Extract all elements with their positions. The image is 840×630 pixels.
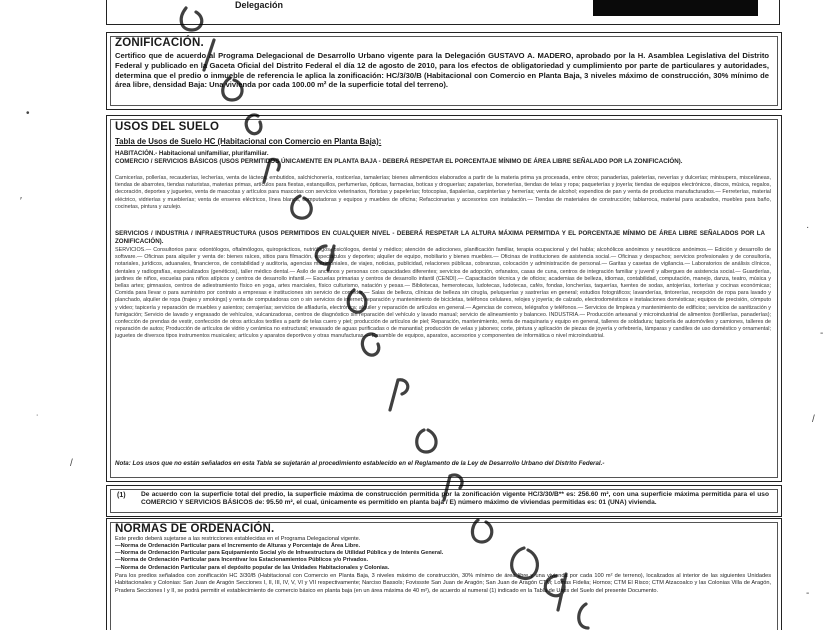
normas-section (106, 518, 782, 630)
speck-mark: • (26, 108, 30, 119)
speck-mark: / (812, 414, 815, 425)
usos-nota: Nota: Los usos que no están señalados en esta Tabla se sujetarán al procedimiento establecido en el Reglamento de la Ley de Desarrollo Urbano del Distrito Federal.- (115, 460, 605, 467)
normas-detail: Para los predios señalados con zonificación HC 3/30/B (Habitacional con Comercio en Planta Baja, 3 niveles máximo de construcción, 30% mínimo de área libre y una vivienda por cada 100 m² de terreno), localizados al interior de las siguientes Unidades Habitacionales y Colonias: San Juan de Aragón Secciones I, II, III, IV, V, VI y VII respectivamente; Narciso Bassols; Fovissste San Juan de Aragón; San Juan de Aragón CTM; Lomas Fidelia; Hornos; CTM El Risco; CTM Atzacoalco y las Colonias Villa de Aragón, Pradera Secciones I y II, se podrá permitir el establecimiento de comercio básico en planta baja (en un área máxima de 40 m²), de acuerdo al numeral (1) indicado en la Tabla de Usos del Suelo del presente Documento. (115, 573, 771, 594)
speck-mark: ˙ (36, 414, 40, 425)
servicios-heading: SERVICIOS / INDUSTRIA / INFRAESTRUCTURA (USOS PERMITIDOS EN CUALQUIER NIVEL - DEBERÁ RESPETAR LA ALTURA MÁXIMA PERMITIDA Y EL PORCENTAJE MÍNIMO DE ÁREA LIBRE SEÑALADOS POR LA ZONIFICACIÓN). (115, 230, 765, 245)
delegacion-label: Delegación (235, 0, 284, 10)
speck-mark: - (806, 588, 810, 599)
servicios-detail: SERVICIOS.— Consultorios para: odontólogos, oftalmólogos, quiroprácticos, nutriólogos, psicólogos, dental y médico; atención de adicciones, planificación familiar, terapia ocupacional y del habla; alcohólicos anónimos y neuróticos anónimos.— Edición y desarrollo de software.— Oficinas para alquiler y venta de: bienes raíces, sitios para filmación, espectáculos y deportes; alquiler de equipo, mobiliario y bienes muebles.— Oficinas de instituciones de asistencia social.— Oficinas y despachos; servicios profesionales y de consultoría, notariales, jurídicos, aduanales, financieros, de contabilidad y auditoría, agencias matrimoniales, de viajes, noticias, publicidad, relaciones públicas, cobranzas, colocación y administración de personal.— Garitas y casetas de vigilancia.— Laboratorios de análisis clínicos, dentales y radiografías, especializados (genéticos), taller médico dental.— Asilo de ancianos y personas con capacidades diferentes; servicios de adopción, orfanatos, casas de cuna, centros de integración familiar y juvenil y albergues de asistencia social.— Guarderías, jardines de niños, escuelas para niños atípicos y centros de desarrollo infantil.— Escuelas primarias y centros de desarrollo infantil (CENDI).— Capacitación técnica y de oficios; academias de belleza, idiomas, contabilidad, computación, manejo, danza, teatro, música y bellas artes; gimnasios, centros de adiestramiento físico en yoga, artes marciales, físico culturismo, natación y pesas.— Bibliotecas, hemerotecas, ludotecas, ludotecas, cafés, fondas, loncherías, taquerías, fuentes de sodas, antojerías, torterías y cocinas económicas; Comida para llevar o para suministro por contrato a empresas e instituciones sin servicio de comedor.— Salas de belleza, clínicas de belleza sin cirugía, peluquerías y sastrerías en general; estudios fotográficos; lavanderías, tintorerías, recepción de ropa para lavado y planchado, alquiler de ropa (trajes y smokings) y renta de computadoras con o sin servicios de internet; reparación y mantenimiento de bicicletas, teléfonos celulares, relojes y joyería; de calzado, electrodomésticos e instalaciones domésticas; equipos de precisión, cómputo y video; tapicería y reparación de muebles y asientos; cerrajerías; servicios de afiladuría, electrónica; alquiler y reparación de artículos en general.— Agencias de correos, telégrafos y teléfonos.— Servicios de limpieza y mantenimiento de edificios; servicios de sanitización y fumigación; Servicio de lavado y engrasado de vehículos, vulcanizadoras, centros de diagnóstico sin reparación del vehículo y lavado manual; servicio de alineamiento y balanceo. INDUSTRIA.— Producción artesanal y microindustrial de alimentos (tortillerías, panaderías); confección de prendas de vestir, confección de otros artículos textiles a partir de telas cuero y piel; producción de artículos de piel; Reparación, mantenimiento, renta de maquinaria y equipo en general, talleres de soldadura; tapicería de automóviles y camiones, talleres de reparación de autos; Producción de artículos de vidrio y cerámica no estructural; envasado de aguas purificadas o de manantial; producción de velas y jabones; corte, pintura y aplicación de piezas de joyería y orfebrería, lámparas y candiles de uso doméstico y ornamental; juguetes de diversos tipos instrumentos musicales; artículos y aparatos deportivos y otras manufacturas.— Ensamble de equipos, aparatos, accesorios y componentes de informática o nivel microindustrial. (115, 247, 771, 340)
usos-section (106, 115, 782, 482)
comercio-detail: Carnicerías, pollerías, recauderías, lecherías, venta de lácteos, embutidos, salchichonería, rosticerías, tamalerías; bienes alimenticios elaborados a partir de la materia prima ya procesada, entre otros; panaderías, paleterías, neverías y dulcerías; minisupers, misceláneas, tiendas de abarrotes, tiendas naturistas, materias primas, artículos para fiestas, estanquillos, perfumerías, ópticas, farmacias, boticas y droguerías; zapaterías, boneterías, tiendas de telas y ropa; paqueterías y joyería; tiendas de equipos electrónicos, discos, música, regalos, decoración, deportes y juguetes, venta de mascotas y artículos para mascotas con servicios veterinarios, floristas y papelerías; fotocopias, tlapalerías, carpinterías y herrerías; venta de alcohol; expendios de pan y venta de productos manufacturados.— Ferreterías, material eléctrico, vidrierías y mueblerías; venta de enseres eléctricos, línea blanca, computadoras y equipos y muebles de oficina; Refaccionarias y accesorios con instalación.— Tiendas de materiales de construcción; tablarroca, material para acabados, muebles para baño, cocinetas, pintura y azulejo. (115, 175, 771, 210)
habitacion-line: HABITACIÓN.- Habitacional unifamiliar, plurifamiliar. (115, 150, 269, 157)
speck-mark: - (820, 328, 824, 339)
speck-mark: / (70, 458, 73, 469)
norma-item: —Norma de Ordenación Particular para el Incremento de Alturas y Porcentaje de Área Libre. (115, 543, 361, 549)
header-box (106, 0, 780, 25)
comercio-heading: COMERCIO / SERVICIOS BÁSICOS (USOS PERMITIDOS ÚNICAMENTE EN PLANTA BAJA - DEBERÁ RESPETAR EL PORCENTAJE MÍNIMO DE ÁREA LIBRE SEÑALADO POR LA ZONIFICACIÓN). (115, 158, 683, 165)
speck-mark: ′ (20, 196, 22, 207)
speck-mark: · (806, 222, 810, 233)
usos-heading: USOS DEL SUELO (115, 121, 220, 133)
zonificacion-text: Certifico que de acuerdo al Programa Delegacional de Desarrollo Urbano vigente para la Delegación GUSTAVO A. MADERO, aprobado por la H. Asamblea Legislativa del Distrito Federal y publicado en la Gaceta Oficial del Distrito Federal el día 12 de agosto de 2010, para los efectos de obligatoriedad y cumplimiento por parte de particulares y autoridades, determina que el predio o inmueble de referencia le aplica la zonificación: HC/3/30/B (Habitacional con Comercio en Planta Baja, 3 niveles máximo de construcción, 30% mínimo de área libre, densidad Baja: Una vivienda por cada 100.00 m² de la superficie total del terreno). (115, 51, 769, 90)
zonificacion-section (106, 32, 782, 110)
nota-1-text: De acuerdo con la superficie total del predio, la superficie máxima de construcción permitida por la zonificación vigente HC/3/30/B** es: 256.60 m², con una superficie máxima permitida para el uso COMERCIO Y SERVICIOS BÁSICOS de: 95.50 m², el cual, únicamente es permitido en planta baja / E) número máximo de viviendas permitidas es: 01 (UNA) vivienda. (141, 491, 769, 506)
usos-table-title: Tabla de Usos de Suelo HC (Habitacional con Comercio en Planta Baja): (115, 137, 382, 146)
norma-item: —Norma de Ordenación Particular para el depósito popular de las Unidades Habitacionales y Colonias. (115, 565, 390, 571)
nota-1-section (106, 485, 782, 517)
normas-heading: NORMAS DE ORDENACIÓN. (115, 523, 275, 535)
nota-1-number: (1) (117, 492, 126, 499)
zonificacion-heading: ZONIFICACIÓN. (115, 37, 204, 49)
redaction-bar (593, 0, 758, 16)
norma-item: —Norma de Ordenación Particular para Equipamiento Social y/o de Infraestructura de Utilidad Pública y de Interés General. (115, 550, 444, 556)
norma-item: —Norma de Ordenación Particular para Incentivar los Estacionamientos Públicos y/o Privados. (115, 557, 369, 563)
normas-intro: Este predio deberá sujetarse a las restricciones establecidas en el Programa Delegacional vigente. (115, 536, 361, 542)
